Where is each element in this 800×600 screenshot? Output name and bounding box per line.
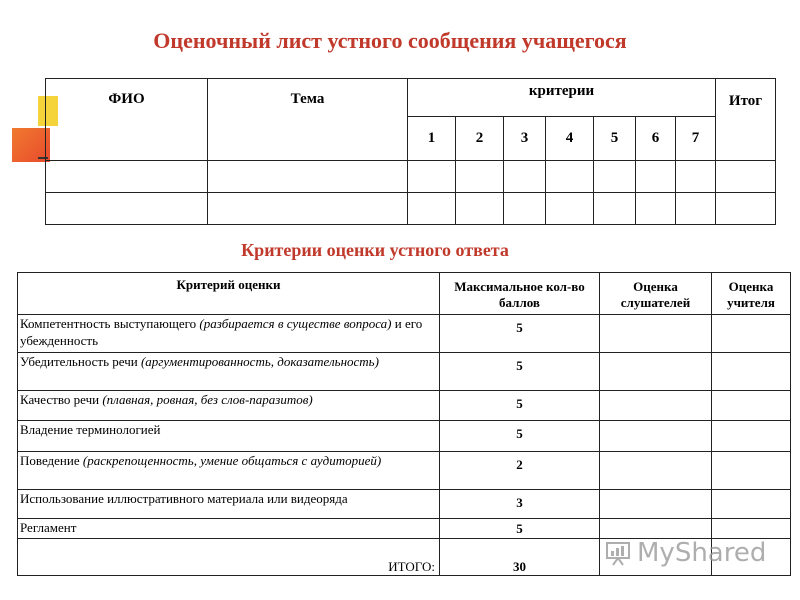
criterion-number: 4 bbox=[546, 117, 594, 161]
criteria-table bbox=[17, 272, 791, 576]
empty-cell[interactable] bbox=[46, 161, 208, 193]
empty-cell[interactable] bbox=[408, 161, 456, 193]
listeners-score-cell[interactable] bbox=[600, 315, 712, 353]
table-row bbox=[18, 421, 791, 452]
empty-cell[interactable] bbox=[456, 193, 504, 225]
empty-cell[interactable] bbox=[504, 193, 546, 225]
listeners-score-cell[interactable] bbox=[600, 490, 712, 519]
topic-header: Тема bbox=[208, 79, 408, 161]
table-row bbox=[46, 193, 776, 225]
criterion-name: Поведение (раскрепощенность, умение общаться с аудиторией) bbox=[18, 452, 440, 490]
empty-cell[interactable] bbox=[716, 193, 776, 225]
max-points: 3 bbox=[440, 490, 600, 519]
empty-cell[interactable] bbox=[504, 161, 546, 193]
criterion-number: 7 bbox=[676, 117, 716, 161]
criterion-name: Регламент bbox=[18, 519, 440, 539]
fio-header: ФИО bbox=[46, 79, 208, 161]
watermark-text: MyShared bbox=[637, 538, 767, 568]
teacher-score-cell[interactable] bbox=[712, 315, 791, 353]
max-points: 2 bbox=[440, 452, 600, 490]
max-points: 5 bbox=[440, 391, 600, 421]
empty-cell[interactable] bbox=[594, 193, 636, 225]
teacher-score-column-header: Оценка учителя bbox=[712, 273, 791, 315]
empty-cell[interactable] bbox=[208, 193, 408, 225]
empty-cell[interactable] bbox=[594, 161, 636, 193]
table-row bbox=[46, 161, 776, 193]
page-title: Оценочный лист устного сообщения учащегося bbox=[153, 28, 627, 53]
criteria-subtitle: Критерии оценки устного ответа bbox=[241, 240, 509, 260]
listeners-score-cell[interactable] bbox=[600, 452, 712, 490]
empty-cell[interactable] bbox=[46, 193, 208, 225]
table-row bbox=[18, 353, 791, 391]
max-points: 5 bbox=[440, 315, 600, 353]
evaluation-sheet-table bbox=[45, 78, 776, 225]
total-value: 30 bbox=[440, 539, 600, 576]
empty-cell[interactable] bbox=[456, 161, 504, 193]
teacher-score-cell[interactable] bbox=[712, 391, 791, 421]
criterion-name: Убедительность речи (аргументированность, доказательность) bbox=[18, 353, 440, 391]
max-points: 5 bbox=[440, 421, 600, 452]
teacher-score-cell[interactable] bbox=[712, 421, 791, 452]
teacher-score-cell[interactable] bbox=[712, 490, 791, 519]
listeners-score-cell[interactable] bbox=[600, 421, 712, 452]
empty-cell[interactable] bbox=[208, 161, 408, 193]
table-row bbox=[18, 391, 791, 421]
criterion-name: Качество речи (плавная, ровная, без слов-паразитов) bbox=[18, 391, 440, 421]
criterion-number: 5 bbox=[594, 117, 636, 161]
empty-cell[interactable] bbox=[546, 193, 594, 225]
empty-cell[interactable] bbox=[408, 193, 456, 225]
criterion-name: Владение терминологией bbox=[18, 421, 440, 452]
teacher-score-cell[interactable] bbox=[712, 353, 791, 391]
criterion-number: 6 bbox=[636, 117, 676, 161]
teacher-score-cell[interactable] bbox=[712, 452, 791, 490]
criterion-name: Использование иллюстративного материала или видеоряда bbox=[18, 490, 440, 519]
listeners-score-cell[interactable] bbox=[600, 353, 712, 391]
listeners-score-cell[interactable] bbox=[600, 391, 712, 421]
presentation-icon bbox=[605, 540, 631, 566]
watermark bbox=[605, 536, 766, 570]
max-points-column-header: Максимальное кол-во баллов bbox=[440, 273, 600, 315]
criterion-number: 2 bbox=[456, 117, 504, 161]
criterion-number: 3 bbox=[504, 117, 546, 161]
empty-cell[interactable] bbox=[546, 161, 594, 193]
criterion-column-header: Критерий оценки bbox=[18, 273, 440, 315]
total-header: Итог bbox=[716, 79, 776, 161]
total-label: ИТОГО: bbox=[18, 539, 440, 576]
criterion-name: Компетентность выступающего (разбирается в существе вопроса) и его убежденность bbox=[18, 315, 440, 353]
empty-cell[interactable] bbox=[716, 161, 776, 193]
criteria-header: критерии bbox=[408, 79, 716, 117]
table-row bbox=[18, 490, 791, 519]
table-row bbox=[18, 452, 791, 490]
table-row bbox=[18, 315, 791, 353]
empty-cell[interactable] bbox=[676, 161, 716, 193]
criterion-number: 1 bbox=[408, 117, 456, 161]
empty-cell[interactable] bbox=[636, 193, 676, 225]
listeners-score-column-header: Оценка слушателей bbox=[600, 273, 712, 315]
max-points: 5 bbox=[440, 353, 600, 391]
empty-cell[interactable] bbox=[636, 161, 676, 193]
max-points: 5 bbox=[440, 519, 600, 539]
empty-cell[interactable] bbox=[676, 193, 716, 225]
